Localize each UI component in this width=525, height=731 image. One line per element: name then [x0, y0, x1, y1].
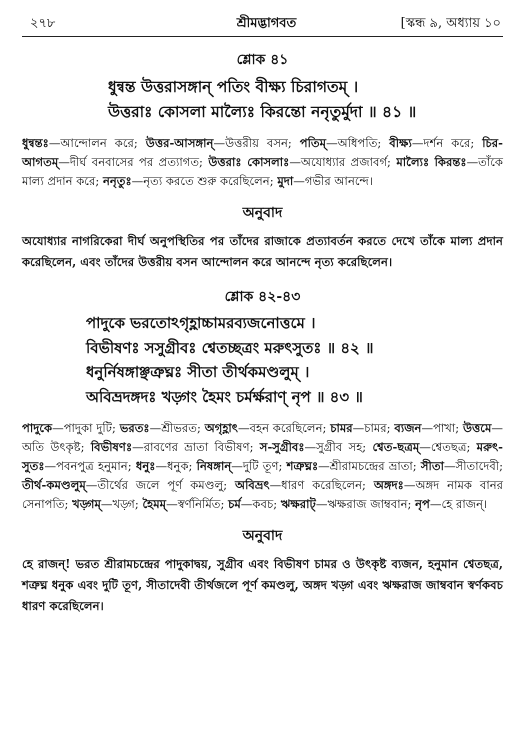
synonym-meaning: —তাঁকে মাল্য প্রদান করে; — [22, 155, 503, 188]
book-title: শ্রীমদ্ভাগবত — [236, 16, 297, 31]
verse-42-43-synonyms — [22, 419, 503, 514]
synonym-meaning: —অযোধ্যার প্রজাবর্গ; — [289, 155, 397, 169]
synonym-term: নৃপ — [415, 497, 430, 511]
synonym-meaning: —নৃত্য করতে শুরু করেছিলেন; — [131, 174, 278, 188]
header-rule — [22, 36, 503, 37]
synonym-term: স-সুগ্রীবঃ — [259, 440, 305, 454]
synonym-meaning: —হে রাজন্। — [429, 497, 488, 511]
verse-43-line-2: অবিভ্রদঙ্গদঃ খড়্গং হৈমং চর্মর্ক্ষরাণ্ নৃপ ॥ ৪৩ ॥ — [86, 387, 363, 406]
synonym-term: চামর — [330, 421, 353, 435]
synonym-term: অবিভ্রৎ — [235, 478, 270, 492]
synonym-term: মাল্যৈঃ — [396, 155, 430, 169]
synonym-term: শ্বেত-ছত্রম্ — [372, 440, 420, 454]
verse-41-synonyms — [22, 134, 503, 191]
synonym-meaning: —আন্দোলন করে; — [48, 136, 146, 150]
synonym-term: ননৃতুঃ — [102, 174, 132, 188]
synonym-term: বিভীষণঃ — [90, 440, 133, 454]
synonym-term: চর্ম — [228, 497, 241, 511]
synonym-meaning: —পাদুকা দুটি; — [52, 421, 120, 435]
synonym-term: মরুৎ-সুতঃ — [22, 440, 503, 473]
synonym-meaning: —দর্শন করে; — [411, 136, 483, 150]
synonym-meaning: —স্বর্ণনির্মিত; — [166, 497, 229, 511]
synonym-meaning: —গভীর আনন্দে। — [293, 174, 373, 188]
synonym-term: ভরতঃ — [119, 421, 150, 435]
synonym-meaning: —পবনপুত্র হনুমান; — [44, 459, 136, 473]
verse-41-line-1: ধুন্বন্ত উত্তরাসঙ্গান্ পতিং বীক্ষ্য চিরাগতম্ । — [108, 77, 359, 96]
verse-42-43-label: শ্লোক ৪২-৪৩ — [224, 289, 301, 305]
running-header — [30, 12, 503, 34]
verse-42-line-1: পাদুকে ভরতোঽগৃহ্ণাচ্চামরব্যজনোত্তমে । — [86, 314, 316, 332]
synonym-term: বীক্ষ্য — [389, 136, 412, 150]
verse-41-label: শ্লোক ৪১ — [236, 52, 289, 68]
synonym-term: ধুন্বন্তঃ — [22, 136, 49, 150]
synonym-term: ব্যজন — [394, 421, 422, 435]
synonym-meaning: —দুটি তূণ; — [231, 459, 287, 473]
synonym-meaning: —অঙ্গদ নামক বানর সেনাপতি; — [22, 478, 504, 511]
page-content — [22, 46, 503, 617]
synonym-meaning: —পাখা; — [421, 421, 463, 435]
synonym-meaning: —অধিপতি; — [326, 136, 390, 150]
verse-42-line-2: বিভীষণঃ সসুগ্রীবঃ শ্বেতচ্ছত্রং মরুৎসুতঃ ॥ ৪২ ॥ — [86, 338, 374, 357]
synonym-term: উত্তর-আসঙ্গান্ — [145, 136, 214, 150]
synonym-term: ধনুঃ — [135, 459, 156, 473]
synonym-term: চির-আগতম্ — [22, 136, 503, 169]
synonym-term: তীর্থ-কমণ্ডলুম্ — [22, 478, 86, 492]
synonym-meaning: —রাবণের ভ্রাতা বিভীষণ; — [132, 440, 260, 454]
synonym-term: পাদুকে — [22, 421, 53, 435]
synonym-meaning: —খড়্গ; — [100, 497, 143, 511]
synonym-meaning: —কবচ; — [240, 497, 281, 511]
synonym-meaning: —বহন করেছিলেন; — [237, 421, 331, 435]
synonym-meaning: —চামর; — [352, 421, 395, 435]
verse-42-43-translation-heading: অনুবাদ — [242, 528, 283, 544]
synonym-meaning: —অতি উৎকৃষ্ট; — [22, 421, 503, 454]
synonym-term: নিষঙ্গান্ — [196, 459, 232, 473]
synonym-meaning: —দীর্ঘ বনবাসের পর প্রত্যাগত; — [58, 155, 209, 169]
synonym-term: মুদা — [277, 174, 294, 188]
synonym-term: শত্রুঘ্নঃ — [286, 459, 319, 473]
synonym-term: ঋক্ষরাট্ — [280, 497, 316, 511]
synonym-meaning: —শ্রীভরত; — [149, 421, 205, 435]
synonym-meaning: —সুগ্রীব সহ; — [304, 440, 373, 454]
synonym-term: অগৃহ্ণাৎ — [204, 421, 238, 435]
synonym-meaning: —তীর্থের জলে পূর্ণ কমণ্ডলু; — [85, 478, 236, 492]
synonym-term: উত্তরাঃ কোসলাঃ — [208, 155, 290, 169]
page-number: ২৭৮ — [30, 16, 56, 31]
verse-42-43-translation: হে রাজন্! ভরত শ্রীরামচন্দ্রের পাদুকাদ্বয়, সুগ্রীব এবং বিভীষণ চামর ও উৎকৃষ্ট ব্যজন, হনুমান শ্বেতছত্র, শত্রুঘ্ন ধনুক এবং দুটি তূণ, সীতাদেবী তীর্থজলে পূর্ণ কমণ্ডলু, অঙ্গদ খড়্গ এবং ঋক্ষরাজ জাম্ববান স্বর্ণকবচ ধারণ করেছিলেন। — [22, 557, 503, 613]
synonym-meaning: —ধারণ করেছিলেন; — [269, 478, 374, 492]
synonym-meaning: —ধনুক; — [155, 459, 197, 473]
verse-41-line-2: উত্তরাঃ কোসলা মাল্যৈঃ কিরন্তো ননৃতুর্মুদা ॥ ৪১ ॥ — [108, 102, 417, 121]
verse-41-translation: অযোধ্যার নাগরিকেরা দীর্ঘ অনুপস্থিতির পর তাঁদের রাজাকে প্রত্যাবর্তন করতে দেখে তাঁকে মাল্য প্রদান করেছিলেন, এবং তাঁদের উত্তরীয় বসন আন্দোলন করে আনন্দে নৃত্য করেছিলেন। — [22, 234, 503, 269]
synonym-meaning: —শ্রীরামচন্দ্রের ভ্রাতা; — [318, 459, 421, 473]
synonym-term: হৈমম্ — [142, 497, 167, 511]
synonym-term: পতিম্ — [299, 136, 327, 150]
synonym-term: কিরন্তঃ — [434, 155, 467, 169]
synonym-term: উত্তমে — [462, 421, 492, 435]
synonym-meaning: —উত্তরীয় বসন; — [213, 136, 300, 150]
synonym-meaning: —ঋক্ষরাজ জাম্ববান; — [315, 497, 416, 511]
chapter-reference: [স্কন্ধ ৯, অধ্যায় ১০ — [400, 16, 501, 31]
synonym-term: সীতা — [420, 459, 444, 473]
synonym-term: খড়্গম্ — [72, 497, 101, 511]
synonym-meaning: —সীতাদেবী; — [443, 459, 503, 473]
verse-43-line-1: ধনুর্নিষঙ্গাঞ্ছত্রুঘ্নঃ সীতা তীর্থকমণ্ডলুম্ । — [86, 363, 310, 381]
synonym-meaning: —শ্বেতছত্র; — [419, 440, 477, 454]
synonym-term: অঙ্গদঃ — [373, 478, 404, 492]
verse-41-translation-heading: অনুবাদ — [242, 205, 283, 221]
